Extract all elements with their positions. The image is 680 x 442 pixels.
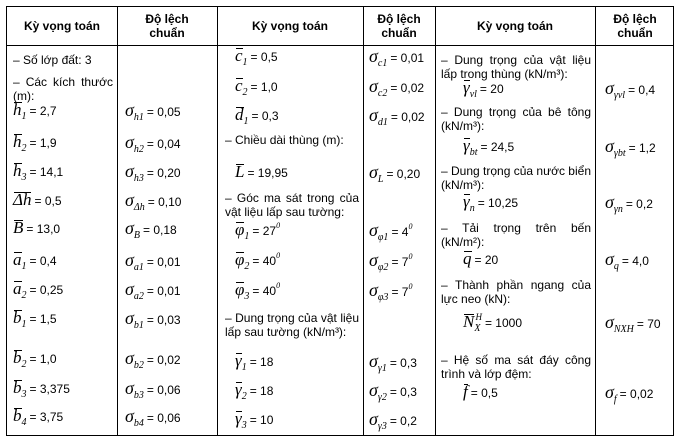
stddev-value: $\sigma_{h2} = 0,04$ — [125, 132, 181, 155]
col3-heading: – Thành phần ngang của lực neo (kN): — [441, 278, 591, 306]
expectation-value: γ $_2$ = 18 — [235, 380, 274, 402]
col-divider — [595, 7, 596, 435]
header-stddev-3: Độ lệch chuẩn — [613, 12, 657, 40]
unit-weight-backfill-heading: – Dung trọng của vật liệu lấp sau tường (kN/m³): — [225, 311, 359, 339]
header-expectation-2: Kỳ vọng toán — [251, 19, 328, 33]
col-divider — [435, 7, 436, 435]
expectation-value: γ $_1$ = 18 — [235, 351, 274, 373]
stddev-value: $\sigma_{\gamma n} = 0,2$ — [605, 192, 653, 215]
stddev-value: $\sigma_{a1} = 0,01$ — [125, 250, 181, 273]
stddev-value: $\sigma_{\gamma 1} = 0,3$ — [369, 351, 417, 374]
col3-heading: – Dung trọng của nước biển (kN/m³): — [441, 164, 591, 192]
stddev-value: $\sigma_{h1} = 0,05$ — [125, 100, 181, 123]
stddev-value: $\sigma_{b3} = 0,06$ — [125, 378, 181, 401]
expectation-value: N $_X^H$ = 1000 — [463, 312, 522, 334]
expectation-value: f = 0,5 — [463, 382, 498, 401]
expectation-value: d $_1$ = 0,3 — [235, 105, 279, 127]
expectation-value: b $_4$ = 3,75 — [13, 406, 64, 428]
col-divider — [217, 7, 218, 435]
col3-heading: – Tải trọng trên bến (kN/m²): — [441, 221, 591, 249]
expectation-value: φ $_3 = 40^0$ — [235, 280, 281, 302]
friction-angle-heading: – Góc ma sát trong của vật liệu lấp sau tường: — [225, 191, 359, 219]
expectation-value: h $_1$ = 2,7 — [13, 100, 57, 122]
layer-count-text: – Số lớp đất: 3 — [13, 53, 92, 67]
stddev-value: $\sigma_{\gamma 2} = 0,3$ — [369, 380, 417, 403]
stddev-value: $\sigma_{NXH} = 70$ — [605, 312, 661, 335]
stddev-value: $\sigma_{c1} = 0,01$ — [369, 46, 425, 69]
expectation-value: b $_1$ = 1,5 — [13, 308, 57, 330]
length-heading: – Chiều dài thùng (m): — [225, 133, 344, 147]
expectation-value: B = 13,0 — [13, 218, 61, 237]
stddev-value: $\sigma_{c2} = 0,02$ — [369, 76, 425, 99]
header-stddev-1: Độ lệch chuẩn — [145, 12, 189, 40]
expectation-value: b $_2$ = 1,0 — [13, 348, 57, 370]
expectation-value: φ $_1 = 27^0$ — [235, 220, 281, 242]
stddev-value: $\sigma_q = 4,0$ — [605, 249, 649, 272]
stddev-value: $\sigma_B = 0,18$ — [125, 218, 177, 241]
expectation-value: b $_3$ = 3,375 — [13, 378, 70, 400]
expectation-value: c $_1$ = 0,5 — [235, 46, 278, 68]
dimensions-heading: – Các kích thước (m): — [13, 75, 113, 103]
col-divider — [117, 7, 118, 435]
stddev-value: $\sigma_{\gamma 3} = 0,2$ — [369, 409, 417, 432]
stddev-value: $\sigma_{b2} = 0,02$ — [125, 348, 181, 371]
stddev-value: $\sigma_L = 0,20$ — [369, 162, 421, 185]
stddev-value: $\sigma_{\varphi 1} = 4^0$ — [369, 220, 413, 243]
expectation-value: γ $_3$ = 10 — [235, 409, 274, 431]
stddev-value: $\sigma_{\gamma bt} = 1,2$ — [605, 136, 656, 159]
stddev-value: $\sigma_{\gamma vl} = 0,4$ — [605, 78, 656, 101]
header-divider — [7, 45, 673, 46]
stddev-value: $\sigma_{d1} = 0,02$ — [369, 105, 425, 128]
stddev-value: $\sigma_{h3} = 0,20$ — [125, 161, 181, 184]
expectation-value: γ $_{vl}$ = 20 — [463, 78, 504, 100]
col3-heading: – Hệ số ma sát đáy công trình và lớp đệm: — [441, 353, 591, 381]
header-expectation-3: Kỳ vọng toán — [476, 19, 553, 33]
expectation-value: a $_1$ = 0,4 — [13, 250, 57, 272]
header-stddev-2: Độ lệch chuẩn — [377, 12, 421, 40]
parameter-table — [6, 6, 674, 436]
expectation-value: a $_2$ = 0,25 — [13, 279, 64, 301]
expectation-value: L = 19,95 — [235, 162, 288, 181]
expectation-value: γ $_n$ = 10,25 — [463, 192, 519, 214]
expectation-value: φ $_2 = 40^0$ — [235, 250, 281, 272]
stddev-value: $\sigma_{\Delta h} = 0,10$ — [125, 190, 182, 213]
col3-heading: – Dung trọng của bê tông (kN/m³): — [441, 105, 591, 133]
expectation-value: Δh = 0,5 — [13, 190, 62, 209]
stddev-value: $\sigma_{b4} = 0,06$ — [125, 406, 181, 429]
expectation-value: c $_2$ = 1,0 — [235, 76, 278, 98]
col-divider — [363, 7, 364, 435]
stddev-value: $\sigma_{a2} = 0,01$ — [125, 279, 181, 302]
expectation-value: h $_3$ = 14,1 — [13, 161, 64, 183]
col3-heading: – Dung trọng của vật liệu lấp trong thùng (kN/m³): — [441, 53, 591, 81]
expectation-value: γ $_{bt}$ = 24,5 — [463, 136, 515, 158]
stddev-value: $\sigma_{\varphi 3} = 7^0$ — [369, 280, 413, 303]
expectation-value: h $_2$ = 1,9 — [13, 132, 57, 154]
header-expectation-1: Kỳ vọng toán — [23, 19, 100, 33]
stddev-value: $\sigma_{b1} = 0,03$ — [125, 308, 181, 331]
expectation-value: q = 20 — [463, 249, 499, 268]
stddev-value: $\sigma_f = 0,02$ — [605, 382, 654, 405]
stddev-value: $\sigma_{\varphi 2} = 7^0$ — [369, 250, 413, 273]
